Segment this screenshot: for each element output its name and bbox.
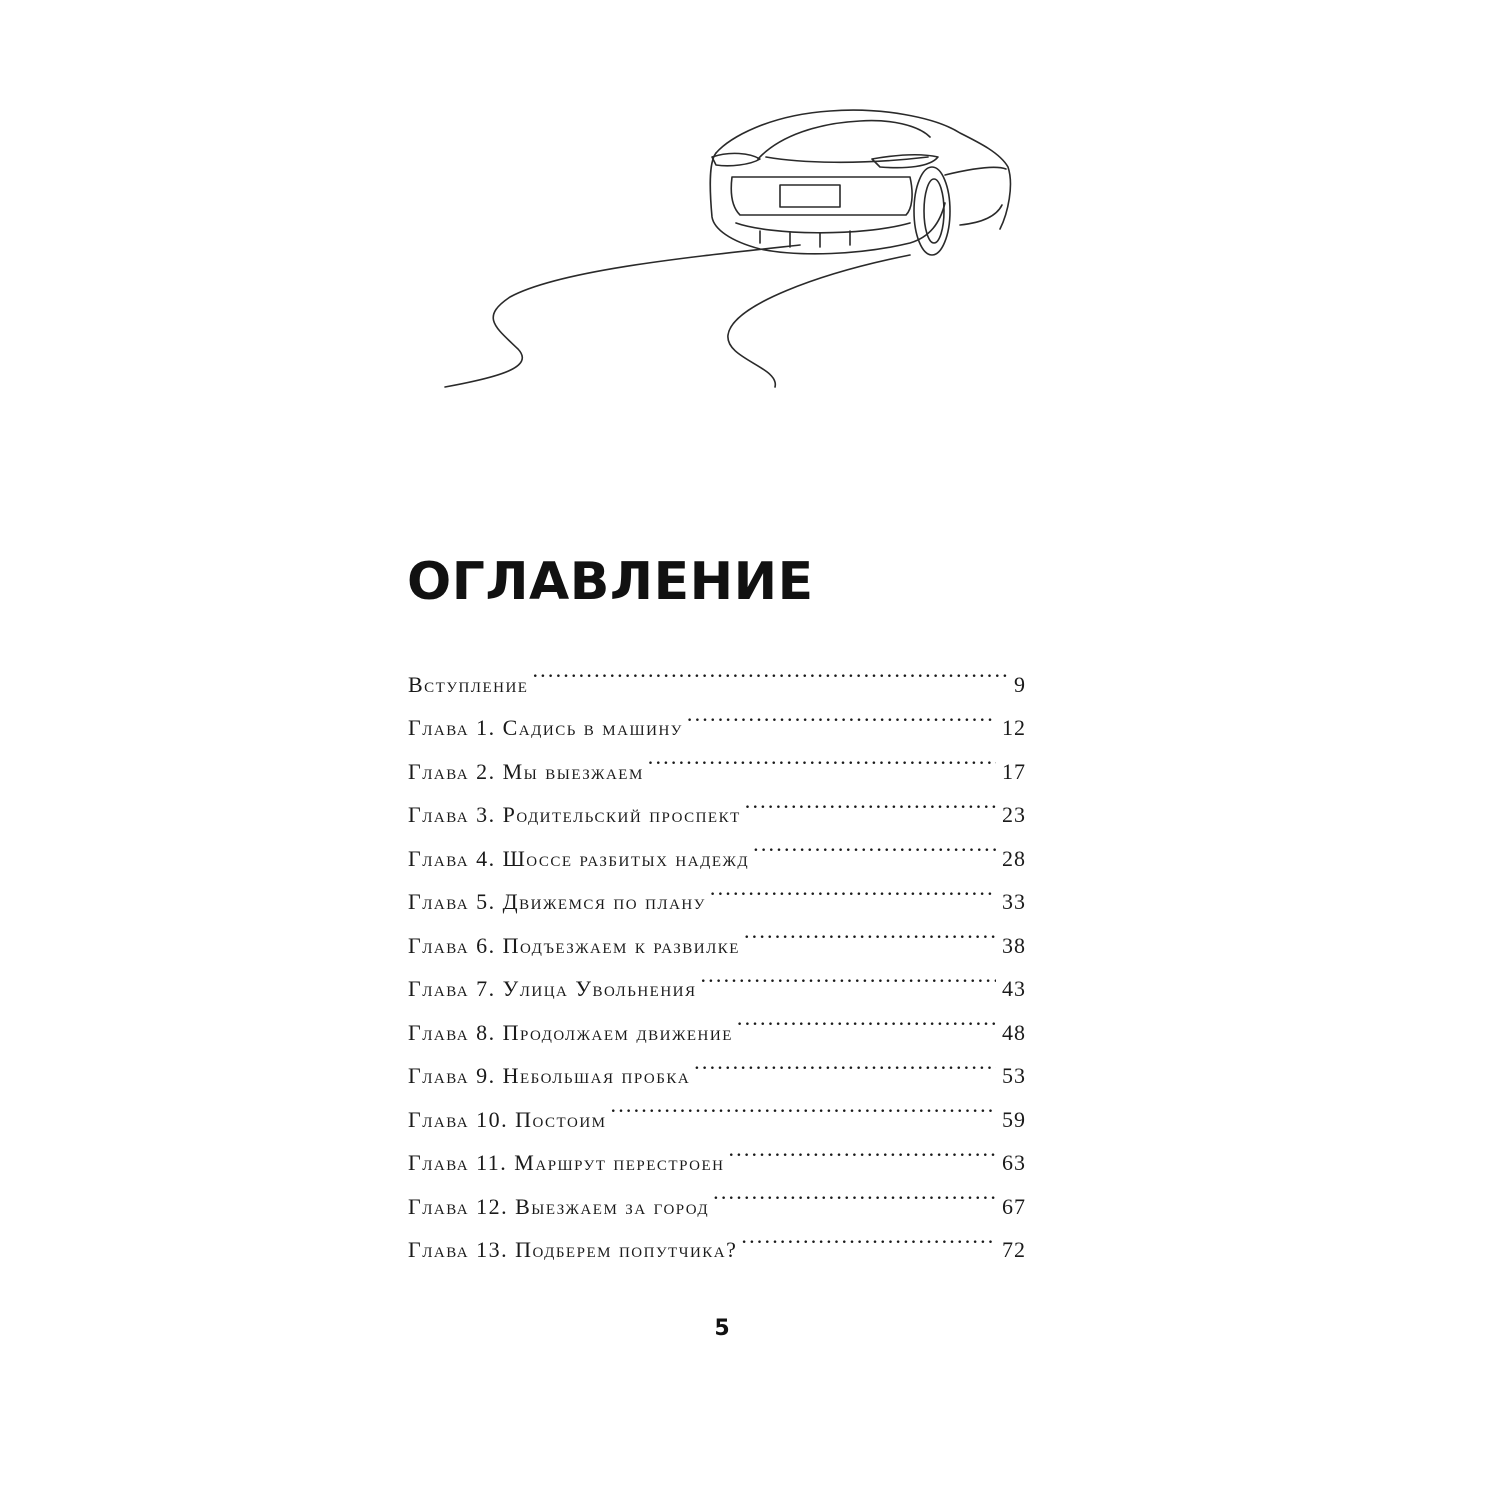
toc-entry-page: 23 [1002, 802, 1026, 827]
toc-entry-label: Глава 9. Небольшая пробка [408, 1063, 691, 1088]
toc-leader-dots [700, 953, 996, 997]
toc-entry-label: Глава 13. Подберем попутчика? [408, 1237, 738, 1262]
toc-leader-dots [648, 735, 996, 779]
toc-leader-dots [687, 692, 996, 736]
page-number: 5 [714, 1316, 730, 1341]
toc-leader-dots [611, 1083, 997, 1127]
toc-list [408, 648, 1026, 1262]
toc-entry-label: Глава 1. Садись в машину [408, 715, 683, 740]
toc-entry-label: Глава 7. Улица Увольнения [408, 976, 697, 1001]
toc-entry-page: 38 [1002, 932, 1026, 958]
toc-entry-page: 72 [1002, 1237, 1026, 1262]
toc-entry-page: 67 [1002, 1193, 1026, 1219]
toc-leader-dots [753, 822, 996, 866]
toc-entry-page: 28 [1002, 845, 1026, 871]
toc-leader-dots [741, 1214, 996, 1258]
toc-leader-dots [710, 866, 996, 910]
toc-entry-page: 53 [1002, 1063, 1026, 1088]
toc-entry-label: Глава 11. Маршрут перестроен [408, 1150, 725, 1175]
toc-leader-dots [744, 909, 996, 953]
toc-entry-page: 48 [1002, 1019, 1026, 1045]
toc-entry-label: Глава 10. Постоим [408, 1106, 607, 1132]
toc-entry-page: 12 [1002, 715, 1026, 740]
toc-leader-dots [713, 1170, 996, 1214]
toc-entry-label: Вступление [408, 671, 529, 697]
toc-entry-page: 43 [1002, 976, 1026, 1001]
toc-entry-label: Глава 3. Родительский проспект [408, 802, 741, 827]
toc-entry-page: 33 [1002, 889, 1026, 914]
toc-entry-label: Глава 4. Шоссе разбитых надежд [408, 845, 750, 871]
toc-entry-label: Глава 12. Выезжаем за город [408, 1193, 710, 1219]
toc-entry-label: Глава 8. Продолжаем движение [408, 1019, 733, 1045]
car-on-road-illustration [440, 105, 1020, 395]
toc-title: ОГЛАВЛЕНИЕ [407, 552, 814, 612]
toc-leader-dots [532, 648, 1008, 692]
toc-leader-dots [694, 1040, 996, 1084]
toc-entry-page: 17 [1002, 758, 1026, 784]
toc-entry-page: 59 [1002, 1106, 1026, 1132]
toc-entry-label: Глава 2. Мы выезжаем [408, 758, 644, 784]
toc-entry[interactable] [408, 648, 1026, 697]
toc-entry-label: Глава 6. Подъезжаем к развилке [408, 932, 740, 958]
toc-entry-page: 9 [1014, 671, 1026, 697]
car-on-road-icon [440, 105, 1020, 395]
toc-leader-dots [737, 996, 996, 1040]
toc-entry-page: 63 [1002, 1150, 1026, 1175]
toc-leader-dots [745, 779, 996, 823]
toc-entry-label: Глава 5. Движемся по плану [408, 889, 706, 914]
toc-leader-dots [728, 1127, 996, 1171]
